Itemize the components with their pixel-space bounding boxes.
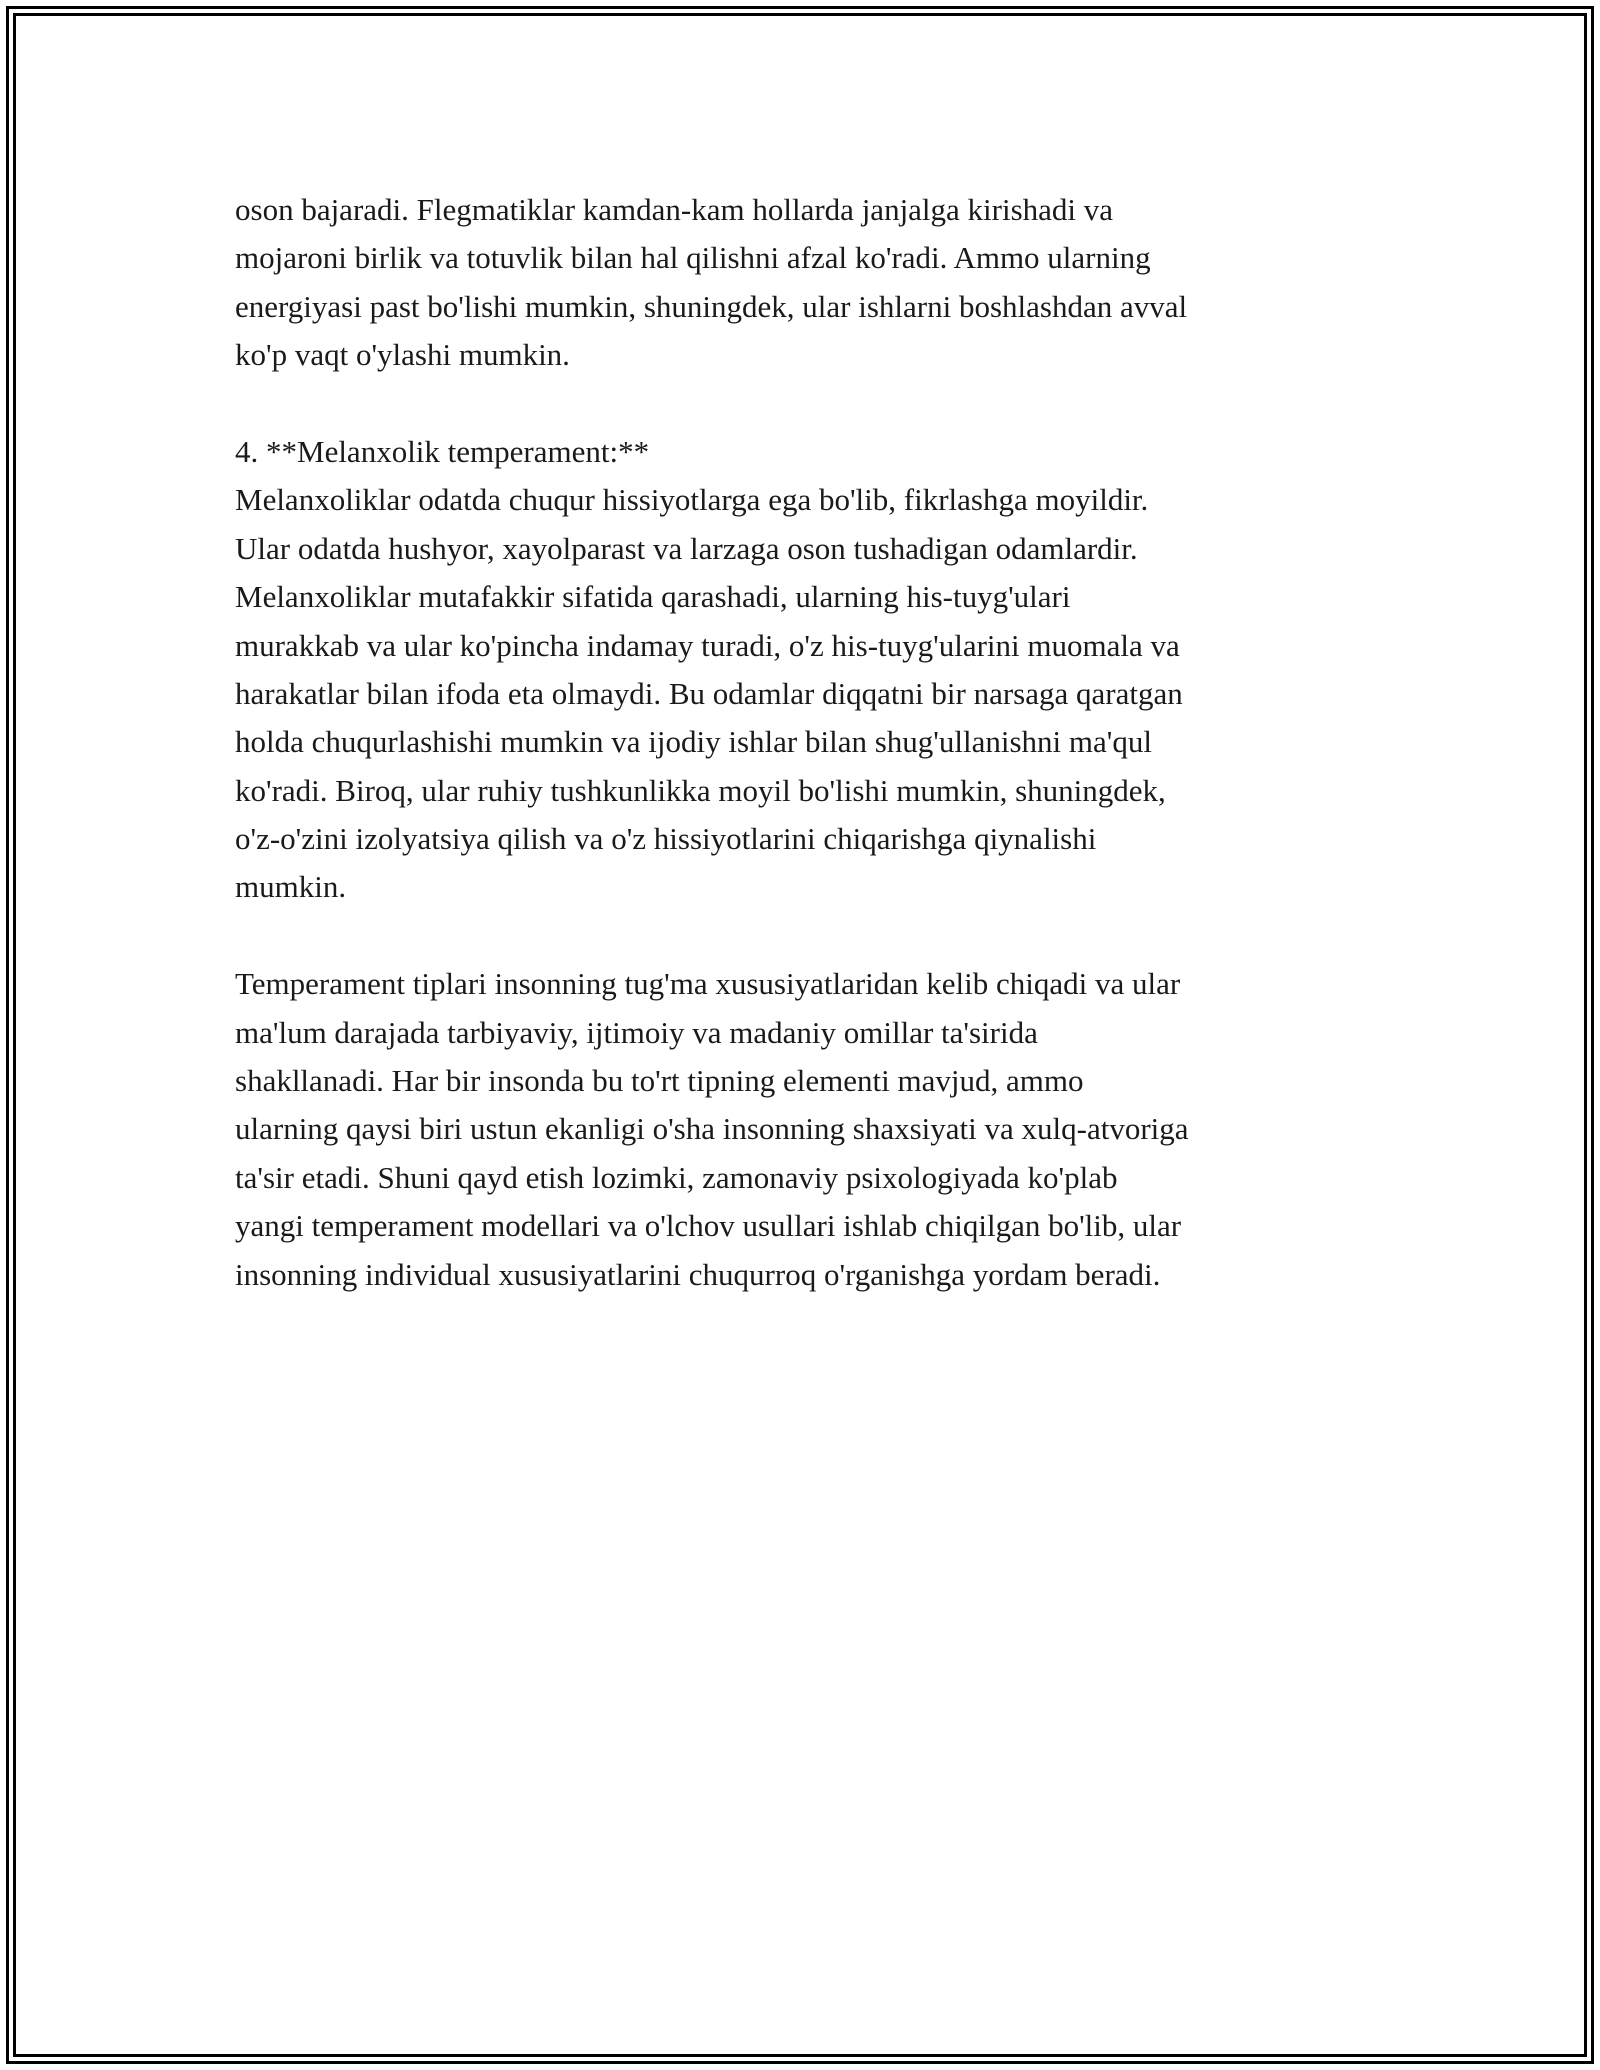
text-line: Melanxoliklar mutafakkir sifatida qarashadi, ularning his-tuyg'ulari [235, 579, 1071, 615]
text-line: ko'radi. Biroq, ular ruhiy tushkunlikka moyil bo'lishi mumkin, shuningdek, [235, 772, 1166, 808]
paragraph-spacer [235, 380, 1370, 428]
text-line: Melanxoliklar odatda chuqur hissiyotlarga ega bo'lib, fikrlashga moyildir. [235, 482, 1149, 518]
text-line: ma'lum darajada tarbiyaviy, ijtimoiy va madaniy omillar ta'sirida [235, 1014, 1038, 1050]
text-line: Temperament tiplari insonning tug'ma xususiyatlaridan kelib chiqadi va ular [235, 966, 1181, 1002]
text-line: mojaroni birlik va totuvlik bilan hal qilishni afzal ko'radi. Ammo ularning [235, 240, 1151, 276]
text-line: oson bajaradi. Flegmatiklar kamdan-kam hollarda janjalga kirishadi va [235, 192, 1114, 227]
paragraph-spacer [235, 912, 1370, 960]
document-body [235, 186, 1370, 1299]
text-line: shakllanadi. Har bir insonda bu to'rt tipning elementi mavjud, ammo [235, 1063, 1084, 1099]
text-line: murakkab va ular ko'pincha indamay turadi, o'z his-tuyg'ularini muomala va [235, 627, 1180, 663]
text-line: energiyasi past bo'lishi mumkin, shuningdek, ular ishlarni boshlashdan avval [235, 288, 1188, 324]
text-line: insonning individual xususiyatlarini chuqurroq o'rganishga yordam beradi. [235, 1256, 1161, 1292]
text-line: yangi temperament modellari va o'lchov usullari ishlab chiqilgan bo'lib, ular [235, 1208, 1182, 1244]
paragraph-melanxolik [235, 428, 1370, 912]
paragraph-flegmatik-end [235, 186, 1370, 380]
text-line: o'z-o'zini izolyatsiya qilish va o'z hissiyotlarini chiqarishga qiynalishi [235, 821, 1097, 857]
text-line: harakatlar bilan ifoda eta olmaydi. Bu odamlar diqqatni bir narsaga qaratgan [235, 675, 1183, 711]
text-line: ko'p vaqt o'ylashi mumkin. [235, 337, 570, 373]
text-line: Ular odatda hushyor, xayolparast va larzaga oson tushadigan odamlardir. [235, 530, 1138, 566]
section-heading: 4. **Melanxolik temperament:** [235, 433, 650, 469]
text-line: mumkin. [235, 869, 347, 905]
text-line: holda chuqurlashishi mumkin va ijodiy ishlar bilan shug'ullanishni ma'qul [235, 724, 1152, 760]
text-line: ta'sir etadi. Shuni qayd etish lozimki, zamonaviy psixologiyada ko'plab [235, 1159, 1118, 1195]
text-line: ularning qaysi biri ustun ekanligi o'sha insonning shaxsiyati va xulq-atvoriga [235, 1111, 1189, 1147]
paragraph-conclusion [235, 960, 1370, 1299]
